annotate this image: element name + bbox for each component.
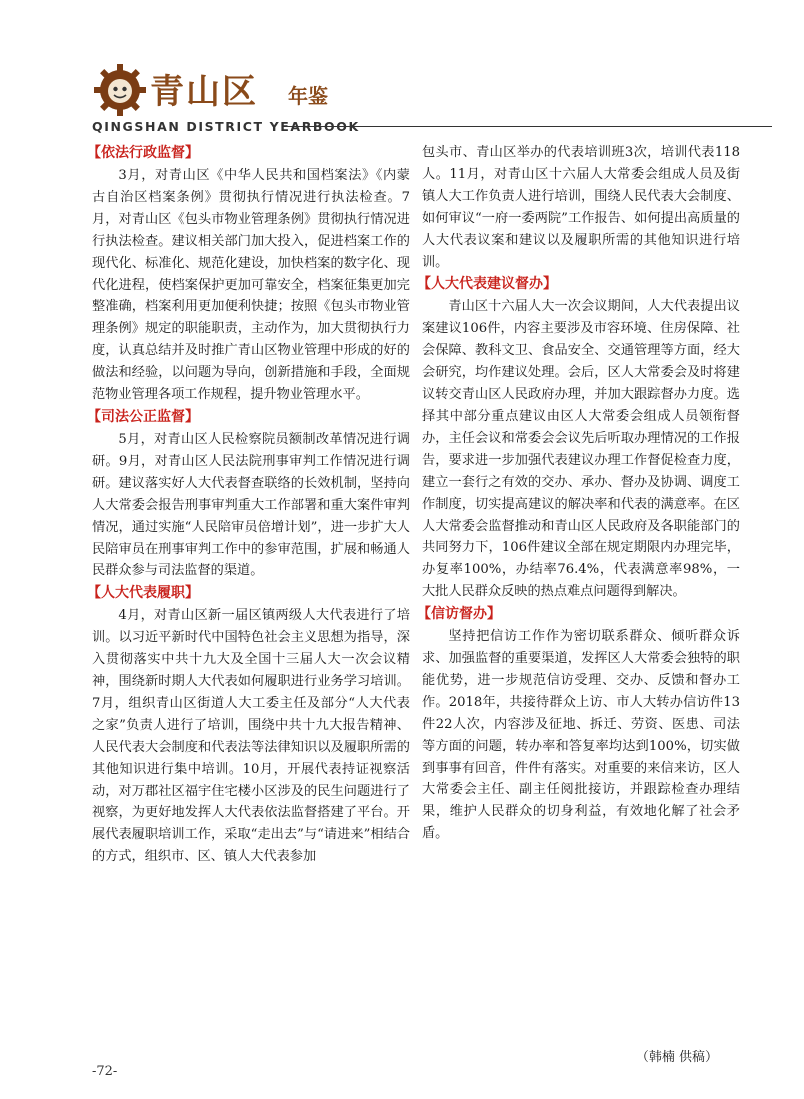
- gear-mascot-logo-icon: [92, 62, 148, 118]
- english-title: QINGSHAN DISTRICT YEARBOOK: [92, 119, 360, 134]
- paragraph: 青山区十六届人大一次会议期间，人大代表提出议案建议106件，内容主要涉及市容环境、住房保障、社会保障、教科文卫、食品安全、交通管理等方面，经大会研究，均作建议处理。会后，区人大常委会及时将建议转交青山区人民政府办理，并加大跟踪督办力度。选择其中部分重点建议由区人大常委会组成人员领衔督办，主任会议和常委会会议先后听取办理情况的工作报告，要求进一步加强代表建议办理工作督促检查力度，建立一套行之有效的交办、承办、督办及协调、调度工作制度，切实提高建议的解决率和代表的满意率。在区人大常委会监督推动和青山区人民政府及各职能部门的共同努力下，106件建议全部在规定期限内办理完毕，办复率100%，办结率76.4%，代表满意率98%，一大批人民群众反映的热点难点问题得到解决。: [422, 299, 740, 600]
- author-credit: （韩楠 供稿）: [635, 1050, 718, 1065]
- right-column: [417, 142, 740, 845]
- section-heading-petitions: 【信访督办】: [417, 606, 501, 623]
- page-header: [92, 58, 772, 138]
- section-heading-deputy-duties: 【人大代表履职】: [87, 585, 199, 602]
- section-heading-suggestions: 【人大代表建议督办】: [417, 276, 557, 293]
- paragraph: 3月，对青山区《中华人民共和国档案法》《内蒙古自治区档案条例》贯彻执行情况进行执法检查。7月，对青山区《包头市物业管理条例》贯彻执行情况进行执法检查。建议相关部门加大投入，促进档案工作的现代化、标准化、规范化建设，加快档案的数字化、现代化进程，使档案保护更加可靠安全，档案征集更加完整准确，档案利用更加便利快捷；按照《包头市物业管理条例》规定的职能职责，主动作为，加大贯彻执行力度，认真总结并及时推广青山区物业管理中形成的好的做法和经验，以问题为导向，创新措施和手段，全面规范物业管理各项工作规程，提升物业管理水平。: [92, 168, 410, 403]
- section-heading-administrative: 【依法行政监督】: [87, 145, 199, 161]
- header-divider: [282, 126, 772, 127]
- paragraph: 坚持把信访工作作为密切联系群众、倾听群众诉求、加强监督的重要渠道，发挥区人大常委会独特的职能优势，进一步规范信访受理、交办、反馈和督办工作。2018年，共接待群众上访、市人大转办信访件13件22人次，内容涉及征地、拆迁、劳资、医患、司法等方面的问题，转办率和答复率均达到100%，切实做到事事有回音，件件有落实。对重要的来信来访，区人大常委会主任、副主任阅批接访，并跟踪检查办理结果，维护人民群众的切身利益，有效地化解了社会矛盾。: [422, 629, 740, 842]
- brand-subtitle: 年鉴: [288, 84, 328, 108]
- paragraph: 5月，对青山区人民检察院员额制改革情况进行调研。9月，对青山区人民法院刑事审判工作情况进行调研。建议落实好人大代表督查联络的长效机制，坚持向人大常委会报告刑事审判重大工作部署和重大案件审判情况，通过实施“人民陪审员倍增计划”，进一步扩大人民陪审员在刑事审判工作中的参审范围，扩展和畅通人民群众参与司法监督的渠道。: [92, 431, 410, 579]
- section-heading-judicial: 【司法公正监督】: [87, 408, 199, 425]
- brand-title: 青山区: [150, 72, 258, 112]
- paragraph-continued: 包头市、青山区举办的代表培训班3次，培训代表118人。11月，对青山区十六届人大常委会组成人员及街镇人大工作负责人进行培训，围绕人民代表大会制度、如何审议“一府一委两院”工作报告、如何提出高质量的人大代表议案和建议以及履职所需的其他知识进行培训。: [422, 145, 740, 270]
- paragraph: 4月，对青山区新一届区镇两级人大代表进行了培训。以习近平新时代中国特色社会主义思想为指导，深入贯彻落实中共十九大及全国十三届人大一次会议精神，围绕新时期人大代表如何履职进行业务学习培训。7月，组织青山区街道人大工委主任及部分“人大代表之家”负责人进行了培训，围绕中共十九大报告精神、人民代表大会制度和代表法等法律知识以及履职所需的其他知识进行集中培训。10月，开展代表持证视察活动，对万郡社区福宇住宅楼小区涉及的民生问题进行了视察，为更好地发挥人大代表依法监督搭建了平台。开展代表履职培训工作，采取“走出去”与“请进来”相结合的方式，组织市、区、镇人大代表参加: [92, 608, 410, 865]
- page-number: -72-: [92, 1064, 118, 1079]
- left-column: [87, 142, 410, 868]
